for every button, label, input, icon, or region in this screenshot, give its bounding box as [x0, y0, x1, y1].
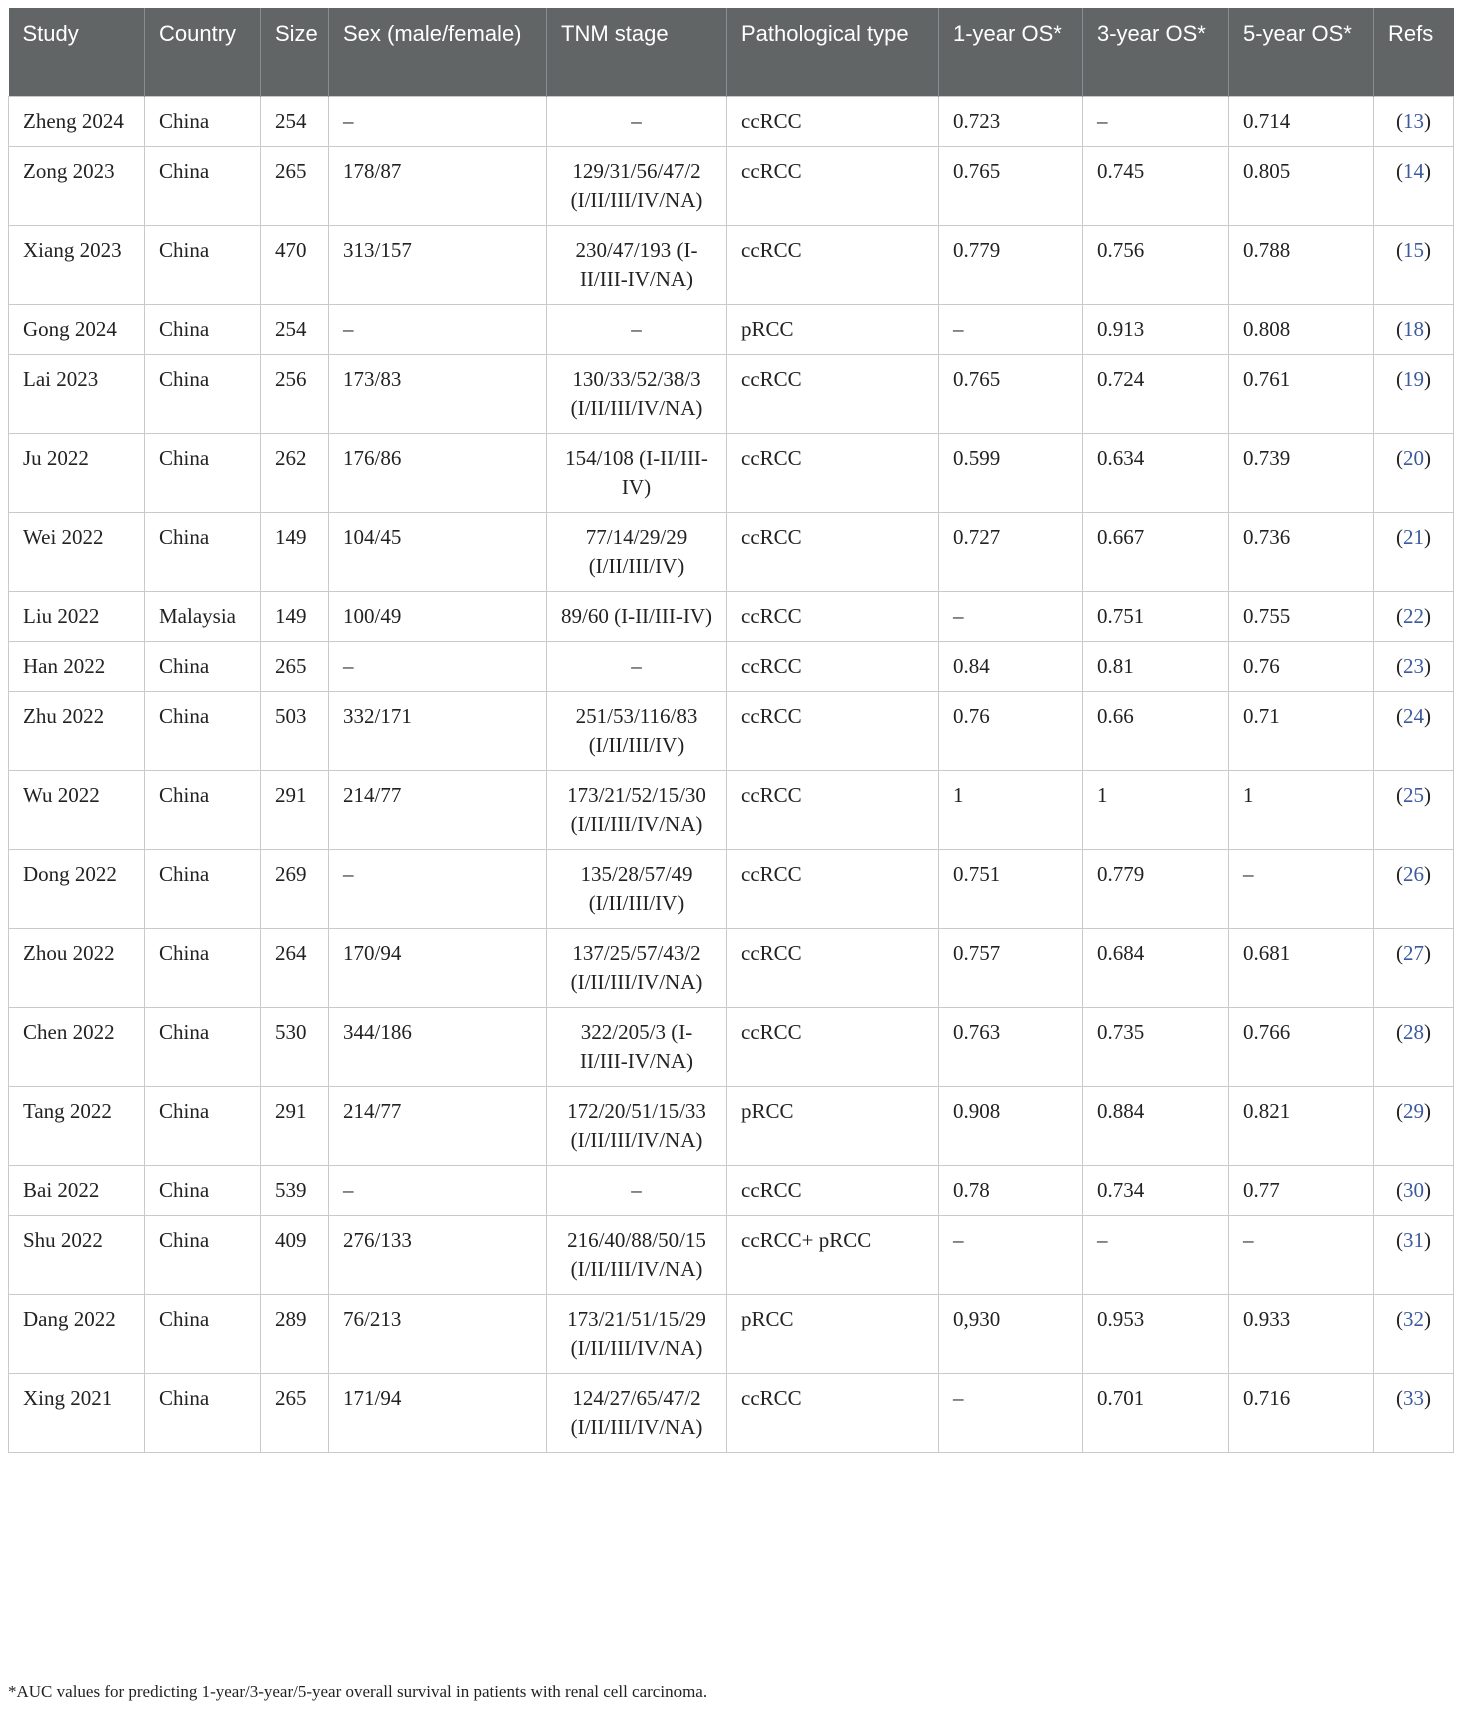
os-5-year-cell: 0.788: [1229, 226, 1374, 305]
table-row: [9, 1166, 1454, 1216]
os-1-year-cell: 0.76: [939, 692, 1083, 771]
column-header: TNM stage: [547, 8, 727, 97]
size-cell: 149: [261, 513, 329, 592]
column-header: 5-year OS*: [1229, 8, 1374, 97]
pathological-type-cell: ccRCC: [727, 771, 939, 850]
os-5-year-cell: 0.739: [1229, 434, 1374, 513]
country-cell: China: [145, 1374, 261, 1453]
os-1-year-cell: 0.779: [939, 226, 1083, 305]
os-5-year-cell: 0.681: [1229, 929, 1374, 1008]
study-cell: Liu 2022: [9, 592, 145, 642]
study-cell: Gong 2024: [9, 305, 145, 355]
tnm-stage-cell: 154/108 (I-II/III-IV): [547, 434, 727, 513]
column-header: Country: [145, 8, 261, 97]
tnm-stage-cell: 230/47/193 (I-II/III-IV/NA): [547, 226, 727, 305]
column-header: Size: [261, 8, 329, 97]
os-1-year-cell: 0.84: [939, 642, 1083, 692]
os-5-year-cell: 0.76: [1229, 642, 1374, 692]
tnm-stage-cell: 129/31/56/47/2 (I/II/III/IV/NA): [547, 147, 727, 226]
os-1-year-cell: 0.727: [939, 513, 1083, 592]
sex-cell: 104/45: [329, 513, 547, 592]
table-row: [9, 592, 1454, 642]
country-cell: China: [145, 1216, 261, 1295]
size-cell: 539: [261, 1166, 329, 1216]
reference-link[interactable]: 24: [1403, 704, 1424, 728]
country-cell: China: [145, 1087, 261, 1166]
refs-cell: (20): [1374, 434, 1454, 513]
table-row: [9, 513, 1454, 592]
pathological-type-cell: pRCC: [727, 305, 939, 355]
country-cell: China: [145, 1008, 261, 1087]
os-3-year-cell: 0.684: [1083, 929, 1229, 1008]
refs-cell: (13): [1374, 97, 1454, 147]
size-cell: 262: [261, 434, 329, 513]
os-1-year-cell: 0.908: [939, 1087, 1083, 1166]
refs-cell: (14): [1374, 147, 1454, 226]
table-body: [9, 97, 1454, 1453]
tnm-stage-cell: 251/53/116/83 (I/II/III/IV): [547, 692, 727, 771]
country-cell: China: [145, 513, 261, 592]
tnm-stage-cell: 173/21/52/15/30 (I/II/III/IV/NA): [547, 771, 727, 850]
sex-cell: –: [329, 850, 547, 929]
size-cell: 530: [261, 1008, 329, 1087]
os-1-year-cell: –: [939, 592, 1083, 642]
os-3-year-cell: 0.724: [1083, 355, 1229, 434]
country-cell: China: [145, 850, 261, 929]
study-cell: Wu 2022: [9, 771, 145, 850]
size-cell: 264: [261, 929, 329, 1008]
size-cell: 254: [261, 305, 329, 355]
reference-link[interactable]: 14: [1403, 159, 1424, 183]
table-row: [9, 434, 1454, 513]
reference-link[interactable]: 23: [1403, 654, 1424, 678]
study-table: [8, 8, 1454, 1453]
refs-cell: (29): [1374, 1087, 1454, 1166]
tnm-stage-cell: –: [547, 1166, 727, 1216]
os-3-year-cell: 0.953: [1083, 1295, 1229, 1374]
reference-link[interactable]: 18: [1403, 317, 1424, 341]
os-5-year-cell: 0.714: [1229, 97, 1374, 147]
os-3-year-cell: 0.734: [1083, 1166, 1229, 1216]
pathological-type-cell: ccRCC: [727, 513, 939, 592]
study-cell: Shu 2022: [9, 1216, 145, 1295]
table-row: [9, 642, 1454, 692]
pathological-type-cell: ccRCC: [727, 147, 939, 226]
reference-link[interactable]: 15: [1403, 238, 1424, 262]
os-1-year-cell: –: [939, 1374, 1083, 1453]
table-row: [9, 97, 1454, 147]
country-cell: China: [145, 1166, 261, 1216]
tnm-stage-cell: –: [547, 642, 727, 692]
refs-cell: (32): [1374, 1295, 1454, 1374]
refs-cell: (19): [1374, 355, 1454, 434]
sex-cell: 313/157: [329, 226, 547, 305]
os-3-year-cell: 0.66: [1083, 692, 1229, 771]
reference-link[interactable]: 20: [1403, 446, 1424, 470]
column-header: 3-year OS*: [1083, 8, 1229, 97]
reference-link[interactable]: 27: [1403, 941, 1424, 965]
table-row: [9, 305, 1454, 355]
size-cell: 291: [261, 771, 329, 850]
size-cell: 470: [261, 226, 329, 305]
tnm-stage-cell: 135/28/57/49 (I/II/III/IV): [547, 850, 727, 929]
refs-cell: (26): [1374, 850, 1454, 929]
os-1-year-cell: 0,930: [939, 1295, 1083, 1374]
os-5-year-cell: 0.755: [1229, 592, 1374, 642]
table-row: [9, 1295, 1454, 1374]
os-3-year-cell: 0.735: [1083, 1008, 1229, 1087]
reference-link[interactable]: 25: [1403, 783, 1424, 807]
sex-cell: 214/77: [329, 1087, 547, 1166]
sex-cell: 171/94: [329, 1374, 547, 1453]
os-3-year-cell: 0.745: [1083, 147, 1229, 226]
header-row: [9, 8, 1454, 97]
reference-link[interactable]: 32: [1403, 1307, 1424, 1331]
study-cell: Dong 2022: [9, 850, 145, 929]
study-cell: Tang 2022: [9, 1087, 145, 1166]
tnm-stage-cell: 130/33/52/38/3 (I/II/III/IV/NA): [547, 355, 727, 434]
sex-cell: 76/213: [329, 1295, 547, 1374]
tnm-stage-cell: 216/40/88/50/15 (I/II/III/IV/NA): [547, 1216, 727, 1295]
tnm-stage-cell: 124/27/65/47/2 (I/II/III/IV/NA): [547, 1374, 727, 1453]
os-1-year-cell: 0.751: [939, 850, 1083, 929]
os-5-year-cell: 0.761: [1229, 355, 1374, 434]
study-cell: Xing 2021: [9, 1374, 145, 1453]
sex-cell: –: [329, 305, 547, 355]
country-cell: China: [145, 97, 261, 147]
refs-cell: (33): [1374, 1374, 1454, 1453]
os-1-year-cell: 0.599: [939, 434, 1083, 513]
table-footnote: *AUC values for predicting 1-year/3-year/5-year overall survival in patients with renal cell carcinoma.: [8, 1682, 708, 1701]
pathological-type-cell: pRCC: [727, 1295, 939, 1374]
refs-cell: (25): [1374, 771, 1454, 850]
os-5-year-cell: 0.805: [1229, 147, 1374, 226]
pathological-type-cell: ccRCC: [727, 434, 939, 513]
refs-cell: (23): [1374, 642, 1454, 692]
study-cell: Wei 2022: [9, 513, 145, 592]
os-1-year-cell: 0.723: [939, 97, 1083, 147]
sex-cell: 276/133: [329, 1216, 547, 1295]
tnm-stage-cell: 173/21/51/15/29 (I/II/III/IV/NA): [547, 1295, 727, 1374]
os-5-year-cell: 0.821: [1229, 1087, 1374, 1166]
refs-cell: (27): [1374, 929, 1454, 1008]
os-5-year-cell: 0.736: [1229, 513, 1374, 592]
study-cell: Chen 2022: [9, 1008, 145, 1087]
sex-cell: 173/83: [329, 355, 547, 434]
reference-link[interactable]: 26: [1403, 862, 1424, 886]
column-header: Sex (male/female): [329, 8, 547, 97]
size-cell: 149: [261, 592, 329, 642]
sex-cell: 170/94: [329, 929, 547, 1008]
study-cell: Xiang 2023: [9, 226, 145, 305]
pathological-type-cell: ccRCC: [727, 226, 939, 305]
study-cell: Zhu 2022: [9, 692, 145, 771]
size-cell: 265: [261, 147, 329, 226]
country-cell: Malaysia: [145, 592, 261, 642]
country-cell: China: [145, 642, 261, 692]
os-1-year-cell: 0.765: [939, 355, 1083, 434]
os-3-year-cell: 0.756: [1083, 226, 1229, 305]
column-header: Refs: [1374, 8, 1454, 97]
os-1-year-cell: 0.765: [939, 147, 1083, 226]
refs-cell: (18): [1374, 305, 1454, 355]
tnm-stage-cell: 172/20/51/15/33 (I/II/III/IV/NA): [547, 1087, 727, 1166]
size-cell: 265: [261, 1374, 329, 1453]
pathological-type-cell: ccRCC: [727, 929, 939, 1008]
table-row: [9, 1216, 1454, 1295]
study-cell: Han 2022: [9, 642, 145, 692]
tnm-stage-cell: 322/205/3 (I-II/III-IV/NA): [547, 1008, 727, 1087]
os-5-year-cell: 1: [1229, 771, 1374, 850]
os-3-year-cell: 0.667: [1083, 513, 1229, 592]
size-cell: 289: [261, 1295, 329, 1374]
pathological-type-cell: ccRCC: [727, 1374, 939, 1453]
reference-link[interactable]: 33: [1403, 1386, 1424, 1410]
sex-cell: 178/87: [329, 147, 547, 226]
size-cell: 269: [261, 850, 329, 929]
table-row: [9, 692, 1454, 771]
sex-cell: 100/49: [329, 592, 547, 642]
size-cell: 254: [261, 97, 329, 147]
refs-cell: (28): [1374, 1008, 1454, 1087]
reference-link[interactable]: 22: [1403, 604, 1424, 628]
country-cell: China: [145, 147, 261, 226]
os-3-year-cell: –: [1083, 97, 1229, 147]
study-cell: Zheng 2024: [9, 97, 145, 147]
reference-link[interactable]: 28: [1403, 1020, 1424, 1044]
tnm-stage-cell: 77/14/29/29 (I/II/III/IV): [547, 513, 727, 592]
sex-cell: 176/86: [329, 434, 547, 513]
os-1-year-cell: 0.757: [939, 929, 1083, 1008]
table-row: [9, 850, 1454, 929]
size-cell: 503: [261, 692, 329, 771]
refs-cell: (22): [1374, 592, 1454, 642]
os-3-year-cell: 0.751: [1083, 592, 1229, 642]
country-cell: China: [145, 434, 261, 513]
tnm-stage-cell: –: [547, 97, 727, 147]
sex-cell: 344/186: [329, 1008, 547, 1087]
country-cell: China: [145, 929, 261, 1008]
os-1-year-cell: 1: [939, 771, 1083, 850]
study-cell: Zong 2023: [9, 147, 145, 226]
table-row: [9, 929, 1454, 1008]
tnm-stage-cell: 89/60 (I-II/III-IV): [547, 592, 727, 642]
os-1-year-cell: –: [939, 305, 1083, 355]
os-3-year-cell: 0.634: [1083, 434, 1229, 513]
size-cell: 265: [261, 642, 329, 692]
country-cell: China: [145, 771, 261, 850]
country-cell: China: [145, 226, 261, 305]
study-cell: Ju 2022: [9, 434, 145, 513]
table-container: [8, 8, 1453, 1453]
size-cell: 409: [261, 1216, 329, 1295]
country-cell: China: [145, 355, 261, 434]
study-cell: Bai 2022: [9, 1166, 145, 1216]
os-5-year-cell: –: [1229, 1216, 1374, 1295]
os-5-year-cell: 0.71: [1229, 692, 1374, 771]
pathological-type-cell: ccRCC: [727, 1166, 939, 1216]
pathological-type-cell: ccRCC: [727, 642, 939, 692]
column-header: Study: [9, 8, 145, 97]
os-5-year-cell: 0.77: [1229, 1166, 1374, 1216]
refs-cell: (31): [1374, 1216, 1454, 1295]
sex-cell: –: [329, 642, 547, 692]
pathological-type-cell: ccRCC: [727, 97, 939, 147]
table-row: [9, 1374, 1454, 1453]
reference-link[interactable]: 30: [1403, 1178, 1424, 1202]
study-cell: Lai 2023: [9, 355, 145, 434]
table-row: [9, 355, 1454, 434]
country-cell: China: [145, 305, 261, 355]
os-5-year-cell: 0.808: [1229, 305, 1374, 355]
refs-cell: (30): [1374, 1166, 1454, 1216]
size-cell: 256: [261, 355, 329, 434]
table-row: [9, 1008, 1454, 1087]
refs-cell: (15): [1374, 226, 1454, 305]
os-1-year-cell: –: [939, 1216, 1083, 1295]
os-3-year-cell: –: [1083, 1216, 1229, 1295]
pathological-type-cell: ccRCC+ pRCC: [727, 1216, 939, 1295]
refs-cell: (21): [1374, 513, 1454, 592]
table-row: [9, 226, 1454, 305]
os-5-year-cell: 0.766: [1229, 1008, 1374, 1087]
tnm-stage-cell: –: [547, 305, 727, 355]
os-3-year-cell: 0.884: [1083, 1087, 1229, 1166]
os-5-year-cell: 0.716: [1229, 1374, 1374, 1453]
column-header: Pathological type: [727, 8, 939, 97]
os-3-year-cell: 0.701: [1083, 1374, 1229, 1453]
study-cell: Dang 2022: [9, 1295, 145, 1374]
os-5-year-cell: 0.933: [1229, 1295, 1374, 1374]
table-row: [9, 147, 1454, 226]
pathological-type-cell: ccRCC: [727, 850, 939, 929]
sex-cell: 214/77: [329, 771, 547, 850]
pathological-type-cell: ccRCC: [727, 592, 939, 642]
study-cell: Zhou 2022: [9, 929, 145, 1008]
sex-cell: –: [329, 1166, 547, 1216]
os-1-year-cell: 0.763: [939, 1008, 1083, 1087]
os-5-year-cell: –: [1229, 850, 1374, 929]
pathological-type-cell: ccRCC: [727, 355, 939, 434]
reference-link[interactable]: 29: [1403, 1099, 1424, 1123]
table-row: [9, 771, 1454, 850]
pathological-type-cell: pRCC: [727, 1087, 939, 1166]
reference-link[interactable]: 19: [1403, 367, 1424, 391]
pathological-type-cell: ccRCC: [727, 1008, 939, 1087]
os-3-year-cell: 0.913: [1083, 305, 1229, 355]
size-cell: 291: [261, 1087, 329, 1166]
column-header: 1-year OS*: [939, 8, 1083, 97]
sex-cell: –: [329, 97, 547, 147]
reference-link[interactable]: 21: [1403, 525, 1424, 549]
os-3-year-cell: 0.81: [1083, 642, 1229, 692]
reference-link[interactable]: 31: [1403, 1228, 1424, 1252]
country-cell: China: [145, 1295, 261, 1374]
refs-cell: (24): [1374, 692, 1454, 771]
sex-cell: 332/171: [329, 692, 547, 771]
tnm-stage-cell: 137/25/57/43/2 (I/II/III/IV/NA): [547, 929, 727, 1008]
country-cell: China: [145, 692, 261, 771]
reference-link[interactable]: 13: [1403, 109, 1424, 133]
os-3-year-cell: 0.779: [1083, 850, 1229, 929]
os-3-year-cell: 1: [1083, 771, 1229, 850]
os-1-year-cell: 0.78: [939, 1166, 1083, 1216]
table-row: [9, 1087, 1454, 1166]
pathological-type-cell: ccRCC: [727, 692, 939, 771]
table-header: [9, 8, 1454, 97]
